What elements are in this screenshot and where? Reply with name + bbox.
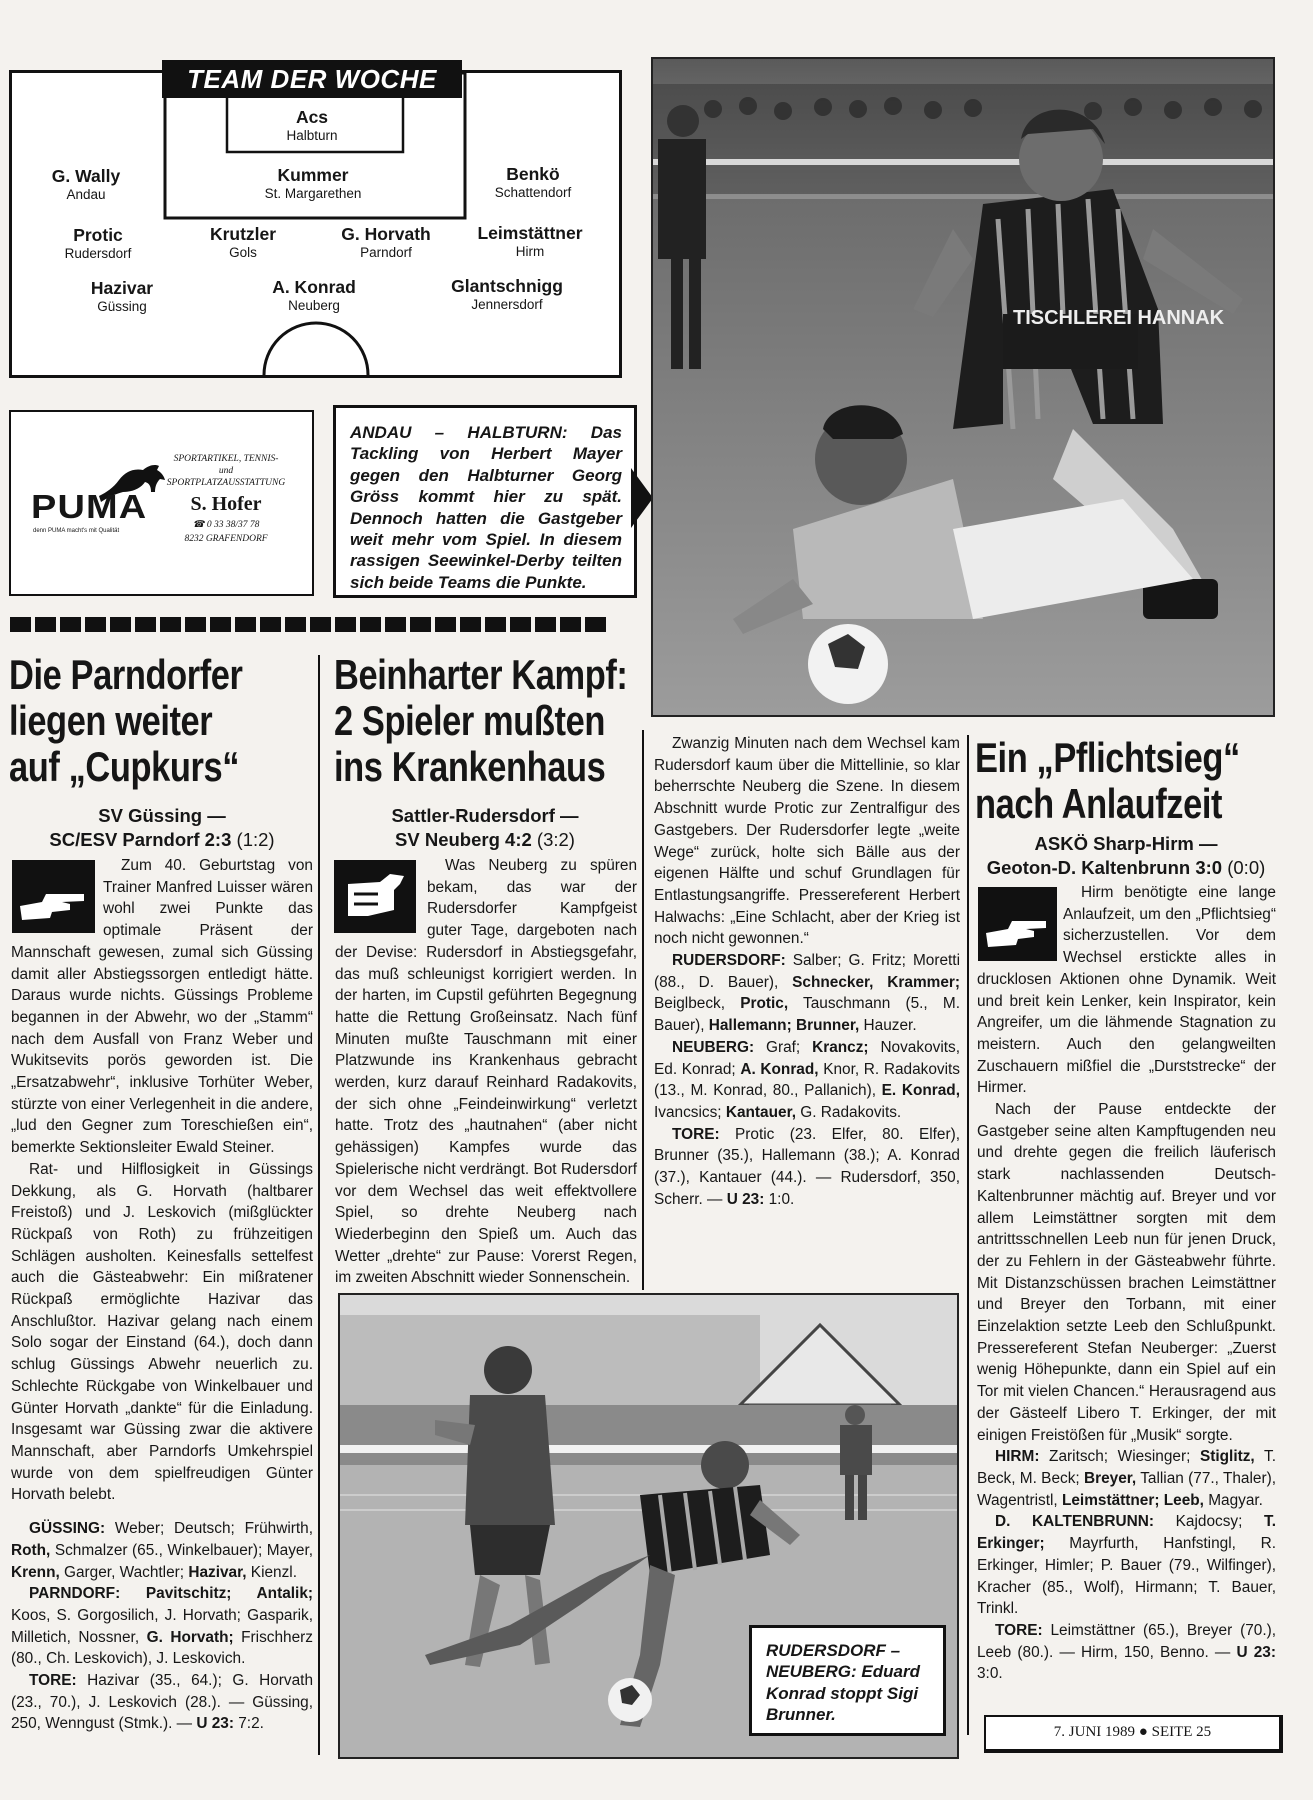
photo2-caption-box	[749, 1625, 946, 1736]
puma-logo: PUMA	[31, 488, 148, 525]
article1-subheading: SV Güssing — SC/ESV Parndorf 2:3 (1:2)	[49, 805, 275, 850]
photo1-caption-box	[333, 405, 637, 598]
page-footer	[984, 1715, 1283, 1753]
player-card: Glantschnigg Jennersdorf	[451, 276, 563, 312]
player-card: Leimstättner Hirm	[477, 223, 583, 259]
photo-andau-halbturn	[651, 57, 1275, 717]
column-rule	[967, 735, 969, 1735]
photo1-caption: ANDAU – HALBTURN: Das Tackling von Herbert Mayer gegen den Halbturner Georg Gröss kommt hier zu spät. Dennoch hatten die Gastgeber weit mehr vom Spiel. In diesem rassigen Seewinkel-Derby teilten sich beide Teams die Punkte.	[350, 423, 622, 592]
footer-bullet: ●	[1138, 1724, 1148, 1740]
ad-text: SPORTARTIKEL, TENNIS- und SPORTPLATZAUSSTATTUNG S. Hofer ☎ 0 33 38/37 78 8232 GRAFENDORF	[166, 454, 286, 544]
caption-pointer-icon	[631, 468, 653, 528]
article2-subheading: Sattler-Rudersdorf — SV Neuberg 4:2 (3:2)	[391, 805, 579, 850]
player-card: Protic Rudersdorf	[64, 225, 132, 261]
player-card: A. Konrad Neuberg	[272, 277, 356, 313]
shirt-text: TISCHLEREI HANNAK	[1013, 307, 1225, 329]
player-card: Kummer St. Margarethen	[264, 165, 362, 201]
article2-headline: Beinharter Kampf: 2 Spieler mußten ins Krankenhaus	[334, 651, 628, 790]
puma-advertisement	[9, 410, 314, 596]
puma-slogan: denn PUMA macht's mit Qualität	[33, 528, 120, 534]
team-of-week-title: TEAM DER WOCHE	[162, 60, 462, 98]
article2-body-continued: Zwanzig Minuten nach dem Wechsel kam Rudersdorf kaum über die Mittellinie, so klar beherrschte Neuberg die Szene. In diesem Abschnitt wurde Protic zur Zentralfigur des Gastgebers. Der Rudersdorfer legte „weite Wege“ zurück, holte sich Bälle aus der eigenen Hälfte und schuf Grundlagen für Entlastungsangriffe. Pressereferent Herbert Halwachs: „Eine Schlacht, aber der Krieg ist noch nicht gewonnen.“ RUDERSDORF: Salber; G. Fritz; Moretti (88., D. Bauer), Schnecker, Krammer; Beiglbeck, Protic, Tauschmann (5., M. Bauer), Hallemann; Brunner, Hauzer. NEUBERG: Graf; Krancz; Novakovits, Ed. Konrad; A. Konrad, Knor, R. Radakovits (13., M. Konrad, 80., Pallanich), E. Konrad, Ivancsics; Kantauer, G. Radakovits. TORE: Protic (23. Elfer, 80. Elfer), Brunner (35.), Hallemann (38.); A. Konrad (37.), Kantauer (44.). — Rudersdorf, 350, Scherr. — U 23: 1:0.	[654, 735, 960, 1208]
column-rule	[318, 655, 320, 1755]
player-goalkeeper: Acs Halbturn	[286, 107, 338, 143]
article1-headline: Die Parndorfer liegen weiter auf „Cupkurs“	[9, 651, 243, 790]
article3-headline: Ein „Pflichtsieg“ nach Anlaufzeit	[975, 734, 1240, 827]
player-card: G. Horvath Parndorf	[341, 224, 431, 260]
article1-body: Zum 40. Geburtstag von Trainer Manfred Luisser wären wohl zwei Punkte das optimale Präsent der Mannschaft gewesen, zumal sich Güssing damit aller Abstiegssorgen entledigt hätte. Daraus wurde nichts. Güssings Probleme begannen in der Abwehr, wo der „Stamm“ nach dem Ausfall von Franz Weber und Wukitsevits porös geworden ist. Die „Ersatzabwehr“, inklusive Torhüter Weber, stürzte von einer Verlegenheit in die andere, „lud den Gegner zum Toreschießen ein“, bemerkte Sektionsleiter Ewald Steiner. Rat- und Hilflosigkeit in Güssings Dekkung, als G. Horvath (haltbarer Freistoß) und J. Leskovich (mißglückter Rückpaß von Roth) zu frühzeitigen Schlägen ausholten. Keinesfalls settelfest auch die Gästeabwehr: Ein mißratener Rückpaß ermöglichte Hazivar das Anschlußtor. Hazivar gelang nach einem Solo sogar der Einstand (64.), doch dann schlug Güssings Abwehr neuerlich zu. Schlechte Rückgabe von Winkelbauer und Günter Horvath „dankte“ für die Einladung. Insgesamt war Güssing zwar die aktivere Mannschaft, aber Parndorfs Umkehrspiel wurde von dem spielfreudigen Günter Horvath belebt. GÜSSING: Weber; Deutsch; Frühwirth, Roth, Schmalzer (65., Winkelbauer); Mayer, Krenn, Garger, Wachtler; Hazivar, Kienzl. PARNDORF: Pavitschitz; Antalik; Koos, S. Gorgosilich, J. Horvath; Gasparik, Milletich, Nossner, G. Horvath; Frischherz (80., Ch. Leskovich), J. Leskovich. TORE: Hazivar (35., 64.); G. Horvath (23., 70.), J. Leskovich (28.). — Güssing, 250, Wenngust (Stmk.). — U 23: 7:2.	[11, 857, 313, 1733]
article3-subheading: ASKÖ Sharp-Hirm — Geoton-D. Kaltenbrunn 3:0 (0:0)	[986, 833, 1266, 878]
player-card: G. Wally Andau	[51, 166, 121, 202]
photo2-caption: RUDERSDORF – NEUBERG: Eduard Konrad stoppt Sigi Brunner.	[766, 1641, 920, 1725]
article2-body: Was Neuberg zu spüren bekam, das war der Rudersdorfer Kampfgeist guter Tage, dargeboten nach der Devise: Rudersdorf in Abstiegsgefahr, das muß schleunigst korrigiert werden. In der harten, im Cupstil geführten Begegnung hatte die Rettung Großeinsatz. Nach fünf Minuten mußte Tauschmann mit einer Platzwunde ins Krankenhaus gebracht werden, kurz darauf Reinhard Radakovits, der sich ohne „Feindeinwirkung“ verletzt hatte. Trotz des „hautnahen“ (aber nicht gehässigen) Kampfes wurde das Spielerische nicht verdrängt. Bot Rudersdorf vor dem Wechsel das weit effektvollere Spiel, so drehte Neuberg nach Wiederbeginn den Spieß um. Auch das Wetter „drehte“ zur Pause: Vorerst Regen, im zweiten Abschnitt wieder Sonnenschein.	[335, 857, 637, 1287]
footer-page-number: SEITE 25	[1151, 1724, 1212, 1740]
footer-date: 7. JUNI 1989	[1053, 1724, 1136, 1740]
section-divider-bar	[10, 617, 606, 632]
article3-body: Hirm benötigte eine lange Anlaufzeit, um den „Pflichtsieg“ sicherzustellen. Vor dem Wechsel erstickte alles in drucklosen Aktionen ohne Dynamik. Weit und breit kein Lenker, kein Inspirator, kein Angreifer, um die lähmende Stagnation zu meistern. Auch den gelangweilten Zuschauern mißfiel die „Durststrecke“ der Hirmer. Nach der Pause entdeckte der Gastgeber seine alten Kampftugenden neu und drehte gegen die freilich läuferisch stark nachlassenden Deutsch-Kaltenbrunner mächtig auf. Breyer und vor allem Leimstättner sorgten mit dem antrittsschnellen Leeb nun für jenen Druck, der zu Fehlern in der Gästeabwehr führte. Mit Distanzschüssen brachen Leimstättner und Breyer den Torbann, mit einer Einzelaktion setzte Leeb den Schlußpunkt. Pressereferent Stefan Neuberger: „Zuerst wenig Höhepunkte, dann ein Spiel auf ein Tor mit vielen Chancen.“ Herausragend aus der Gästeelf Libero T. Erkinger, der mit einigen Freistößen für „Musik“ sorgte. HIRM: Zaritsch; Wiesinger; Stiglitz, T. Beck, M. Beck; Breyer, Tallian (77., Thaler), Wagentristl, Leimstättner; Leeb, Magyar. D. KALTENBRUNN: Kajdocsy; T. Erkinger; Mayrfurth, Hanfstingl, R. Erkinger, Himler; P. Bauer (79., Wilfinger), Kracher (85., Wolf), Hirmann; T. Bauer, Trinkl. TORE: Leimstättner (65.), Breyer (70.), Leeb (80.). — Hirm, 150, Benno. — U 23: 3:0.	[977, 884, 1276, 1683]
player-card: Hazivar Güssing	[90, 278, 154, 314]
player-card: Benkö Schattendorf	[494, 164, 572, 200]
column-rule	[642, 730, 644, 1290]
player-card: Krutzler Gols	[209, 224, 277, 260]
